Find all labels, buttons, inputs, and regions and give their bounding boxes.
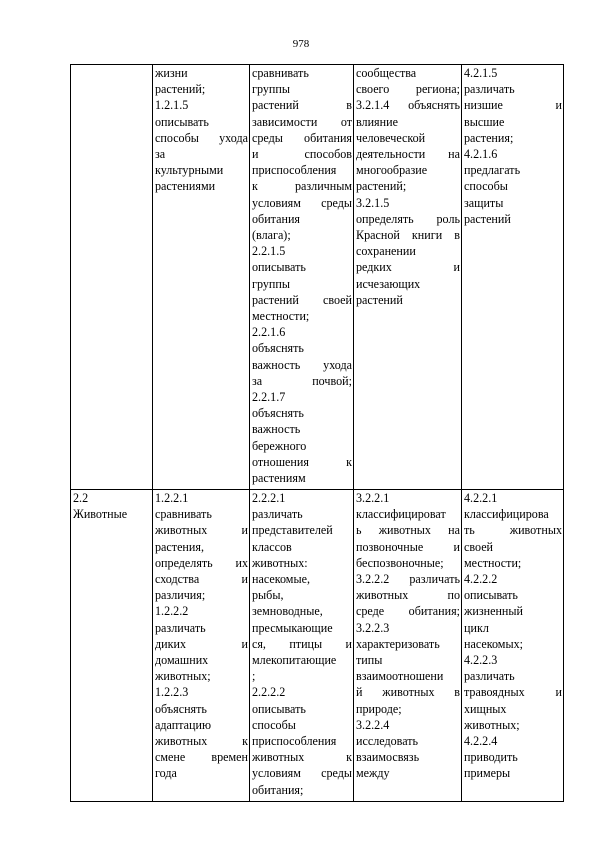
- grade-3-objectives-cell: [354, 65, 462, 490]
- cell-text-line: 3.2.1.5: [356, 195, 390, 210]
- cell-text-line: высшие: [464, 114, 505, 129]
- cell-text-line: й животных в: [356, 685, 460, 700]
- cell-text-line: хищных: [464, 701, 507, 716]
- cell-text-line: объяснять: [252, 406, 304, 421]
- cell-text-line: 4.2.2.1: [464, 491, 498, 505]
- cell-text-line: года: [155, 766, 177, 781]
- cell-text-line: представителей: [252, 523, 333, 538]
- cell-text-line: способы: [464, 179, 508, 194]
- cell-text-line: исследовать: [356, 734, 419, 749]
- cell-text-line: культурными: [155, 163, 224, 178]
- cell-text-line: объяснять: [155, 701, 207, 716]
- cell-text-line: ся, птицы и: [252, 636, 352, 651]
- cell-text-line: приспособления: [252, 163, 337, 178]
- cell-text-line: своей: [464, 539, 494, 554]
- cell-text-line: растений своей: [252, 292, 352, 307]
- cell-text-line: смене времен: [155, 750, 248, 765]
- cell-text-line: растения;: [464, 130, 514, 145]
- cell-text-line: 3.2.2.3: [356, 620, 390, 635]
- cell-text-line: сохранении: [356, 244, 416, 259]
- cell-text-line: животных:: [252, 555, 308, 570]
- cell-text-line: группы: [252, 276, 290, 291]
- cell-text-line: описывать: [252, 701, 306, 716]
- cell-text-line: животных;: [155, 669, 211, 684]
- cell-text-line: сравнивать: [252, 66, 309, 80]
- cell-text-line: классифицироват: [356, 507, 446, 522]
- cell-text-line: 3.2.2.2 различать: [356, 572, 460, 587]
- cell-text-line: влияние: [356, 114, 398, 129]
- cell-text-line: между: [356, 766, 390, 781]
- cell-text-line: описывать: [464, 588, 518, 603]
- cell-text-line: 2.2: [73, 491, 89, 505]
- cell-text-line: 1.2.1.5: [155, 98, 189, 113]
- cell-text-line: к различным: [252, 179, 352, 194]
- cell-text-line: животных;: [464, 717, 520, 732]
- grade-2-objectives-cell: [250, 65, 354, 490]
- cell-text-line: различать: [464, 669, 515, 684]
- cell-text-line: растений;: [356, 179, 407, 194]
- cell-text-line: млекопитающие: [252, 653, 337, 668]
- cell-text-line: ;: [252, 669, 256, 684]
- cell-text-line: растений;: [155, 82, 206, 97]
- cell-text-line: 3.2.2.4: [356, 717, 390, 732]
- cell-text-line: способы ухода: [155, 130, 248, 145]
- grade-2-objectives-cell: [250, 490, 354, 802]
- cell-text-line: цикл: [464, 620, 489, 635]
- cell-text-line: среды обитания: [252, 130, 352, 145]
- cell-text-line: 1.2.2.3: [155, 685, 189, 700]
- cell-text-line: 4.2.1.5: [464, 66, 498, 80]
- cell-text-line: 2.2.2.2: [252, 685, 286, 700]
- cell-text-line: местности;: [252, 309, 310, 324]
- grade-4-objectives-cell: [462, 490, 564, 802]
- cell-text-line: травоядных и: [464, 685, 562, 700]
- cell-text-line: позвоночные и: [356, 539, 460, 554]
- cell-text-line: группы: [252, 82, 290, 97]
- cell-text-line: различать: [252, 507, 303, 522]
- cell-text-line: сообщества: [356, 66, 417, 80]
- cell-text-line: насекомых;: [464, 636, 523, 651]
- cell-text-line: Красной книги в: [356, 228, 460, 243]
- cell-text-line: описывать: [155, 114, 209, 129]
- cell-text-line: за: [155, 147, 166, 162]
- cell-text-line: бережного: [252, 438, 307, 453]
- cell-text-line: за почвой;: [252, 373, 352, 388]
- cell-text-line: и способов: [252, 147, 352, 162]
- cell-text-line: условиям среды: [252, 195, 352, 210]
- page-number: 978: [292, 38, 310, 50]
- cell-text-line: 2.2.1.5: [252, 244, 286, 259]
- cell-text-line: классов: [252, 539, 292, 554]
- cell-text-line: 3.2.2.1: [356, 491, 390, 505]
- cell-text-line: деятельности на: [356, 147, 460, 162]
- table-row-plants: [71, 65, 564, 490]
- cell-text-line: объяснять: [252, 341, 304, 356]
- cell-text-line: жизненный: [464, 604, 523, 619]
- cell-text-line: многообразие: [356, 163, 428, 178]
- cell-text-line: определять их: [155, 555, 248, 570]
- cell-text-line: растениям: [252, 471, 306, 486]
- cell-text-line: обитания: [252, 211, 300, 226]
- cell-text-line: приводить: [464, 750, 518, 765]
- cell-text-line: взаимоотношени: [356, 669, 444, 684]
- cell-text-line: различия;: [155, 588, 206, 603]
- cell-text-line: животных по: [356, 588, 460, 603]
- cell-text-line: взаимосвязь: [356, 750, 420, 765]
- cell-text-line: 4.2.2.4: [464, 734, 498, 749]
- cell-text-line: 4.2.1.6: [464, 147, 498, 162]
- cell-text-line: Животные: [73, 507, 128, 522]
- cell-text-line: различать: [464, 82, 515, 97]
- curriculum-table: [70, 64, 564, 802]
- cell-text-line: способы: [252, 717, 296, 732]
- cell-text-line: отношения к: [252, 454, 352, 469]
- cell-text-line: защиты: [464, 195, 504, 210]
- cell-text-line: природе;: [356, 701, 402, 716]
- cell-text-line: сравнивать: [155, 507, 212, 522]
- cell-text-line: 2.2.2.1: [252, 491, 286, 505]
- cell-text-line: 2.2.1.6: [252, 325, 286, 340]
- cell-text-line: местности;: [464, 555, 522, 570]
- cell-text-line: исчезающих: [356, 276, 421, 291]
- cell-text-line: низшие и: [464, 98, 562, 113]
- cell-text-line: беспозвоночные;: [356, 555, 444, 570]
- cell-text-line: обитания;: [252, 782, 304, 797]
- cell-text-line: 1.2.2.2: [155, 604, 189, 619]
- cell-text-line: ть животных: [464, 523, 562, 538]
- cell-text-line: растений: [464, 211, 511, 226]
- cell-text-line: предлагать: [464, 163, 521, 178]
- section-cell: [71, 65, 153, 490]
- cell-text-line: рыбы,: [252, 588, 284, 603]
- grade-3-objectives-cell: [354, 490, 462, 802]
- cell-text-line: растения,: [155, 539, 204, 554]
- cell-text-line: своего региона;: [356, 82, 460, 97]
- cell-text-line: важность ухода: [252, 357, 352, 372]
- cell-text-line: среде обитания;: [356, 604, 460, 619]
- cell-text-line: растений в: [252, 98, 352, 113]
- cell-text-line: определять роль: [356, 211, 460, 226]
- grade-4-objectives-cell: [462, 65, 564, 490]
- cell-text-line: условиям среды: [252, 766, 352, 781]
- cell-text-line: редких и: [356, 260, 460, 275]
- grade-1-objectives-cell: [153, 65, 250, 490]
- cell-text-line: 4.2.2.3: [464, 653, 498, 668]
- cell-text-line: важность: [252, 422, 301, 437]
- cell-text-line: (влага);: [252, 228, 291, 243]
- cell-text-line: домашних: [155, 653, 209, 668]
- cell-text-line: 1.2.2.1: [155, 491, 189, 505]
- cell-text-line: адаптацию: [155, 717, 211, 732]
- cell-text-line: сходства и: [155, 572, 248, 587]
- cell-text-line: 2.2.1.7: [252, 390, 286, 405]
- cell-text-line: растений: [356, 292, 403, 307]
- cell-text-line: различать: [155, 620, 206, 635]
- cell-text-line: жизни: [155, 66, 188, 80]
- cell-text-line: характеризовать: [356, 636, 440, 651]
- cell-text-line: приспособления: [252, 734, 337, 749]
- cell-text-line: человеческой: [356, 130, 426, 145]
- cell-text-line: растениями: [155, 179, 216, 194]
- cell-text-line: 3.2.1.4 объяснять: [356, 98, 460, 113]
- cell-text-line: примеры: [464, 766, 511, 781]
- table-row-animals: [71, 490, 564, 802]
- cell-text-line: типы: [356, 653, 383, 668]
- cell-text-line: пресмыкающие: [252, 620, 333, 635]
- cell-text-line: земноводные,: [252, 604, 323, 619]
- cell-text-line: классифицирова: [464, 507, 549, 522]
- cell-text-line: насекомые,: [252, 572, 310, 587]
- cell-text-line: 4.2.2.2: [464, 572, 498, 587]
- cell-text-line: диких и: [155, 636, 248, 651]
- cell-text-line: животных к: [252, 750, 352, 765]
- grade-1-objectives-cell: [153, 490, 250, 802]
- cell-text-line: животных и: [155, 523, 248, 538]
- cell-text-line: зависимости от: [252, 114, 352, 129]
- cell-text-line: ь животных на: [356, 523, 460, 538]
- cell-text-line: животных к: [155, 734, 248, 749]
- section-cell: [71, 490, 153, 802]
- cell-text-line: описывать: [252, 260, 306, 275]
